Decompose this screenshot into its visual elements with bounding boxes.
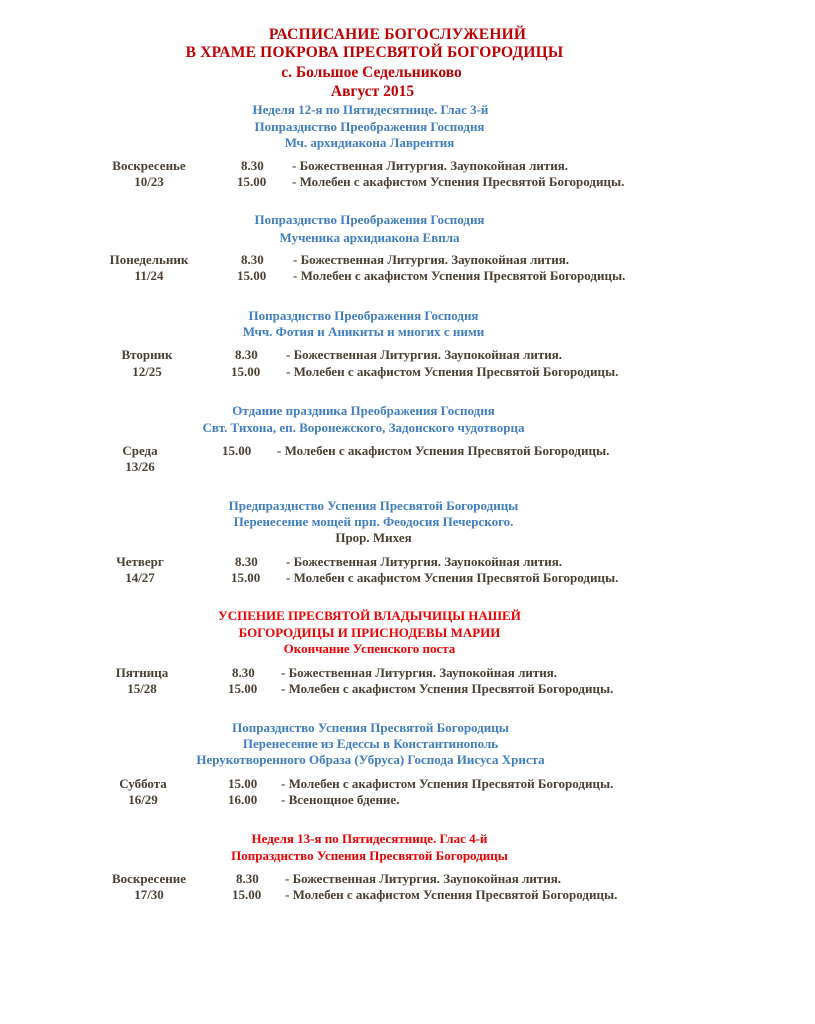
feast-line: Попразднство Успения Пресвятой Богородицы xyxy=(231,848,508,863)
service-text: - Молебен с акафистом Успения Пресвятой Богородицы. xyxy=(281,681,614,696)
service-time: 15.00 xyxy=(237,268,267,283)
service-time: 16.00 xyxy=(228,792,258,807)
date: 11/24 xyxy=(134,268,164,283)
month-year: Август 2015 xyxy=(330,83,415,100)
village-name: с. Большое Седельниково xyxy=(281,64,462,81)
weekday: Воскресенье xyxy=(112,158,186,173)
weekday: Суббота xyxy=(119,776,167,791)
weekday: Понедельник xyxy=(109,252,189,267)
feast-line: Окончание Успенского поста xyxy=(283,641,456,656)
service-text: - Божественная Литургия. Заупокойная лития. xyxy=(293,252,570,267)
service-time: 15.00 xyxy=(232,887,262,902)
service-text: - Молебен с акафистом Успения Пресвятой Богородицы. xyxy=(293,268,626,283)
feast-line: Попразднство Преображения Господня xyxy=(254,119,485,134)
service-time: 8.30 xyxy=(232,665,255,680)
feast-line: Предпразднство Успения Пресвятой Богородицы xyxy=(228,498,519,513)
feast-line: Мчч. Фотия и Аникиты и многих с ними xyxy=(242,324,485,339)
date: 15/28 xyxy=(127,681,157,696)
feast-line: Мученика архидиакона Евпла xyxy=(279,230,460,245)
weekday: Среда xyxy=(122,443,158,458)
service-time: 8.30 xyxy=(241,252,264,267)
service-time: 8.30 xyxy=(235,347,258,362)
service-text: - Божественная Литургия. Заупокойная лития. xyxy=(286,347,563,362)
feast-line: Отдание праздника Преображения Господня xyxy=(232,403,495,418)
title-line-1: РАСПИСАНИЕ БОГОСЛУЖЕНИЙ xyxy=(268,26,527,43)
service-time: 15.00 xyxy=(228,681,258,696)
service-time: 15.00 xyxy=(231,364,261,379)
service-text: - Божественная Литургия. Заупокойная лития. xyxy=(286,554,563,569)
feast-line: УСПЕНИЕ ПРЕСВЯТОЙ ВЛАДЫЧИЦЫ НАШЕЙ xyxy=(218,608,521,623)
date: 13/26 xyxy=(125,459,155,474)
date: 10/23 xyxy=(134,174,164,189)
date: 16/29 xyxy=(128,792,158,807)
service-text: - Молебен с акафистом Успения Пресвятой Богородицы. xyxy=(286,570,619,585)
service-time: 8.30 xyxy=(241,158,264,173)
feast-line: Попразднство Успения Пресвятой Богородицы xyxy=(232,720,509,735)
service-time: 15.00 xyxy=(231,570,261,585)
feast-line: Прор. Михея xyxy=(335,530,412,545)
weekday: Четверг xyxy=(116,554,164,569)
feast-line: Неделя 13-я по Пятидесятнице. Глас 4-й xyxy=(251,831,488,846)
service-text: - Божественная Литургия. Заупокойная лития. xyxy=(285,871,562,886)
service-text: - Божественная Литургия. Заупокойная лития. xyxy=(292,158,569,173)
service-text: - Молебен с акафистом Успения Пресвятой Богородицы. xyxy=(286,364,619,379)
feast-line: Свт. Тихона, еп. Воронежского, Задонского чудотворца xyxy=(202,420,525,435)
service-text: - Молебен с акафистом Успения Пресвятой Богородицы. xyxy=(277,443,610,458)
date: 14/27 xyxy=(125,570,155,585)
service-text: - Божественная Литургия. Заупокойная лития. xyxy=(281,665,558,680)
date: 12/25 xyxy=(132,364,162,379)
feast-line: БОГОРОДИЦЫ И ПРИСНОДЕВЫ МАРИИ xyxy=(238,625,501,640)
feast-line: Мч. архидиакона Лаврентия xyxy=(284,135,455,150)
service-time: 15.00 xyxy=(237,174,267,189)
service-text: - Всенощное бдение. xyxy=(281,792,400,807)
feast-line: Попразднство Преображения Господня xyxy=(254,212,485,227)
weekday: Пятница xyxy=(115,665,169,680)
service-time: 15.00 xyxy=(228,776,258,791)
service-time: 8.30 xyxy=(235,554,258,569)
feast-line: Неделя 12-я по Пятидесятнице. Глас 3-й xyxy=(252,102,489,117)
feast-line: Перенесение из Едессы в Константинополь xyxy=(242,736,499,751)
weekday: Воскресение xyxy=(111,871,187,886)
feast-line: Попразднство Преображения Господня xyxy=(248,308,479,323)
service-time: 15.00 xyxy=(222,443,252,458)
service-text: - Молебен с акафистом Успения Пресвятой Богородицы. xyxy=(285,887,618,902)
weekday: Вторник xyxy=(121,347,173,362)
service-time: 8.30 xyxy=(236,871,259,886)
feast-line: Перенесение мощей прп. Феодосия Печерского. xyxy=(233,514,514,529)
service-text: - Молебен с акафистом Успения Пресвятой Богородицы. xyxy=(281,776,614,791)
service-text: - Молебен с акафистом Успения Пресвятой Богородицы. xyxy=(292,174,625,189)
date: 17/30 xyxy=(134,887,164,902)
title-line-2: В ХРАМЕ ПОКРОВА ПРЕСВЯТОЙ БОГОРОДИЦЫ xyxy=(185,44,564,61)
feast-line: Нерукотворенного Образа (Убруса) Господа Иисуса Христа xyxy=(196,752,545,767)
